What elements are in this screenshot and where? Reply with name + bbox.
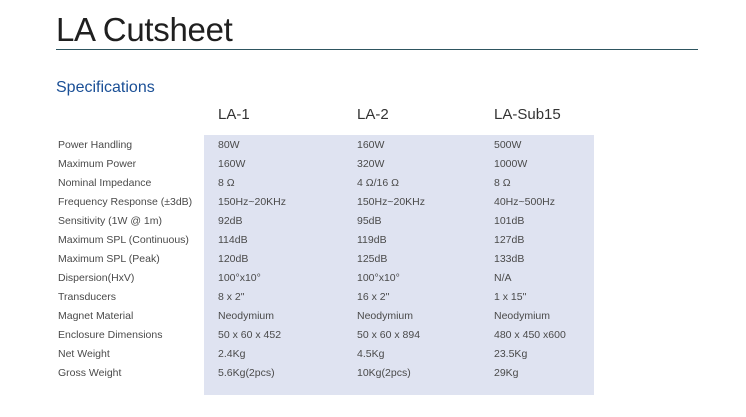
- table-row: [0, 174, 746, 193]
- cell-la-sub15: Neodymium: [494, 310, 551, 322]
- cell-la-2: Neodymium: [357, 310, 414, 322]
- cell-la-2: 4.5Kg: [357, 348, 385, 360]
- cell-la-2: 95dB: [357, 215, 382, 227]
- row-label: Maximum Power: [58, 158, 137, 170]
- title-divider: [56, 49, 698, 50]
- cell-la-sub15: 101dB: [494, 215, 525, 227]
- cell-la-1: 120dB: [218, 253, 249, 265]
- cell-la-2: 50 x 60 x 894: [357, 329, 421, 341]
- row-label: Gross Weight: [58, 367, 122, 379]
- cell-la-1: Neodymium: [218, 310, 275, 322]
- cell-la-1: 80W: [218, 139, 240, 151]
- cell-la-sub15: 1000W: [494, 158, 528, 170]
- row-label: Transducers: [58, 291, 116, 303]
- cell-la-2: 10Kg(2pcs): [357, 367, 411, 379]
- cell-la-1: 150Hz~20KHz: [218, 196, 286, 208]
- table-row: [0, 155, 746, 174]
- section-heading: Specifications: [56, 79, 155, 96]
- cell-la-2: 125dB: [357, 253, 388, 265]
- cell-la-1: 50 x 60 x 452: [218, 329, 282, 341]
- cell-la-2: 320W: [357, 158, 385, 170]
- cell-la-1: 5.6Kg(2pcs): [218, 367, 275, 379]
- page-title: LA Cutsheet: [56, 11, 233, 48]
- row-label: Frequency Response (±3dB): [58, 196, 193, 208]
- column-header-la-sub15: LA-Sub15: [494, 106, 561, 123]
- table-row: [0, 269, 746, 288]
- row-label: Power Handling: [58, 139, 133, 151]
- table-row: [0, 345, 746, 364]
- cell-la-sub15: 40Hz~500Hz: [494, 196, 555, 208]
- row-label: Nominal Impedance: [58, 177, 152, 189]
- cell-la-2: 150Hz~20KHz: [357, 196, 425, 208]
- cell-la-1: 8 Ω: [218, 177, 235, 189]
- table-row: [0, 307, 746, 326]
- cell-la-sub15: 480 x 450 x600: [494, 329, 566, 341]
- cell-la-1: 92dB: [218, 215, 243, 227]
- cell-la-sub15: 500W: [494, 139, 522, 151]
- cell-la-1: 114dB: [218, 234, 248, 246]
- table-row: [0, 326, 746, 345]
- row-label: Enclosure Dimensions: [58, 329, 163, 341]
- cell-la-2: 16 x 2": [357, 291, 390, 303]
- row-label: Net Weight: [58, 348, 110, 360]
- row-label: Magnet Material: [58, 310, 134, 322]
- cell-la-2: 100°x10°: [357, 272, 400, 284]
- row-label: Sensitivity (1W @ 1m): [58, 215, 163, 227]
- table-row: [0, 250, 746, 269]
- cell-la-sub15: N/A: [494, 272, 512, 284]
- cell-la-sub15: 1 x 15": [494, 291, 527, 303]
- specs-table: [0, 136, 746, 383]
- cell-la-1: 100°x10°: [218, 272, 261, 284]
- cell-la-sub15: 8 Ω: [494, 177, 511, 189]
- cell-la-1: 160W: [218, 158, 246, 170]
- cell-la-sub15: 29Kg: [494, 367, 519, 379]
- row-label: Maximum SPL (Continuous): [58, 234, 189, 246]
- row-label: Dispersion(HxV): [58, 272, 135, 284]
- table-row: [0, 212, 746, 231]
- table-row: [0, 364, 746, 383]
- table-row: [0, 288, 746, 307]
- cell-la-sub15: 127dB: [494, 234, 525, 246]
- row-label: Maximum SPL (Peak): [58, 253, 160, 265]
- cell-la-2: 119dB: [357, 234, 387, 246]
- column-header-la-1: LA-1: [218, 106, 250, 123]
- table-row: [0, 193, 746, 212]
- cell-la-2: 4 Ω/16 Ω: [357, 177, 399, 189]
- table-row: [0, 231, 746, 250]
- cell-la-2: 160W: [357, 139, 385, 151]
- cell-la-1: 8 x 2": [218, 291, 245, 303]
- cell-la-1: 2.4Kg: [218, 348, 246, 360]
- column-header-la-2: LA-2: [357, 106, 389, 123]
- table-row: [0, 136, 746, 155]
- cell-la-sub15: 133dB: [494, 253, 525, 265]
- cell-la-sub15: 23.5Kg: [494, 348, 528, 360]
